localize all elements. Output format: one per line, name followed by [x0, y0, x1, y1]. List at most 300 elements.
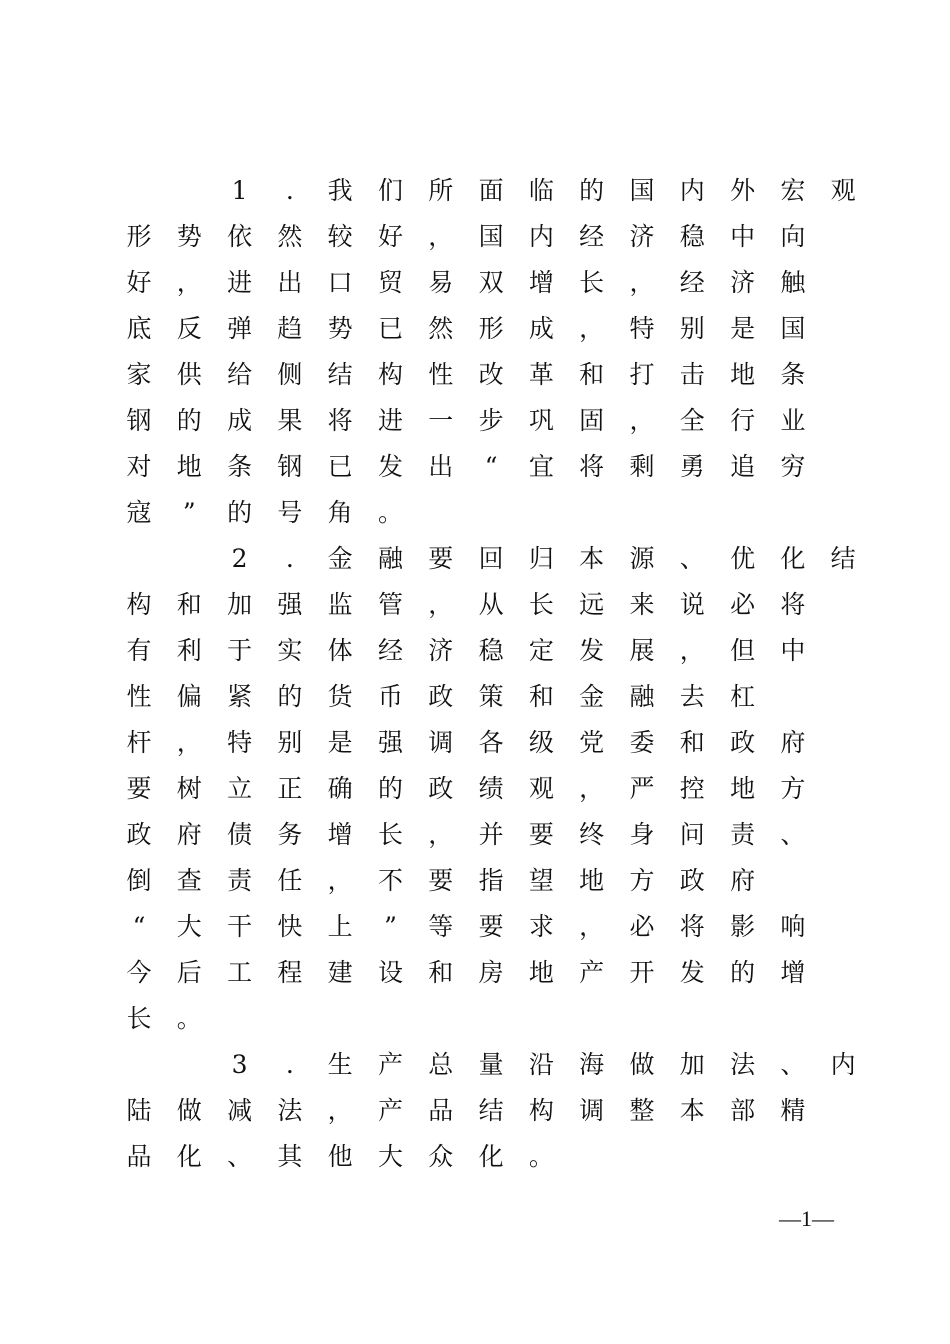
text-char: 定 [528, 636, 554, 665]
text-char: 发 [579, 636, 605, 665]
text-char: . [285, 1050, 294, 1079]
text-char: 责 [227, 866, 253, 895]
text-char: 政 [428, 682, 454, 711]
text-char: 勇 [679, 452, 705, 481]
text-char: 形 [126, 222, 152, 251]
text-char: 发 [679, 958, 705, 987]
text-char: 体 [327, 636, 353, 665]
text-char: 的 [176, 406, 202, 435]
text-char: 形 [478, 314, 504, 343]
text-char: 严 [629, 774, 655, 803]
text-char: 正 [277, 774, 303, 803]
text-char: 、 [780, 1050, 806, 1079]
text-char: 倒 [126, 866, 152, 895]
text-char: 方 [780, 774, 806, 803]
text-char: 所 [428, 176, 454, 205]
text-char: 好 [377, 222, 403, 251]
text-char: 供 [176, 360, 202, 389]
text-line [116, 582, 826, 628]
text-char: 要 [428, 544, 454, 573]
text-line [116, 904, 826, 950]
text-char: 地 [528, 958, 554, 987]
text-char: ， [579, 314, 605, 343]
text-char: 房 [478, 958, 504, 987]
text-char: ， [428, 590, 454, 619]
text-line [116, 352, 826, 398]
text-char: 别 [277, 728, 303, 757]
text-char: 产 [377, 1050, 403, 1079]
text-char: 果 [277, 406, 303, 435]
text-char: 结 [830, 544, 856, 573]
text-char: 口 [327, 268, 353, 297]
text-line [116, 260, 826, 306]
text-char: 经 [679, 268, 705, 297]
text-char: 的 [579, 176, 605, 205]
text-char: 2 [231, 544, 248, 573]
text-char: 济 [428, 636, 454, 665]
text-char: 要 [428, 866, 454, 895]
text-char: 干 [227, 912, 253, 941]
text-char: 构 [126, 590, 152, 619]
text-char: ， [679, 636, 705, 665]
text-char: 临 [528, 176, 554, 205]
text-char: 们 [377, 176, 403, 205]
text-char: 中 [730, 222, 756, 251]
text-char: 稳 [478, 636, 504, 665]
text-char: 和 [679, 728, 705, 757]
text-char: . [285, 544, 294, 573]
text-char: 长 [579, 268, 605, 297]
text-char: 外 [730, 176, 756, 205]
text-char: 级 [528, 728, 554, 757]
text-char: 和 [579, 360, 605, 389]
text-line [116, 536, 856, 582]
text-char: 和 [428, 958, 454, 987]
text-char: 经 [579, 222, 605, 251]
text-char: 性 [126, 682, 152, 711]
text-char: 。 [528, 1142, 554, 1171]
text-char: 宏 [780, 176, 806, 205]
text-char: 务 [277, 820, 303, 849]
text-char: 要 [478, 912, 504, 941]
text-char: 击 [679, 360, 705, 389]
text-char: 特 [227, 728, 253, 757]
text-char: 进 [377, 406, 403, 435]
text-char: 和 [176, 590, 202, 619]
text-char: ， [176, 728, 202, 757]
text-char: 各 [478, 728, 504, 757]
text-line [116, 398, 826, 444]
text-char: ， [428, 820, 454, 849]
text-char: 条 [780, 360, 806, 389]
text-char: 给 [227, 360, 253, 389]
text-char: 。 [176, 1004, 202, 1033]
text-line [116, 1088, 826, 1134]
text-line [116, 950, 826, 996]
text-char: 增 [780, 958, 806, 987]
text-char: 钢 [126, 406, 152, 435]
text-char: 势 [327, 314, 353, 343]
text-char: 控 [679, 774, 705, 803]
text-char: 、 [679, 544, 705, 573]
text-char: 源 [629, 544, 655, 573]
text-char: 指 [478, 866, 504, 895]
text-char: 快 [277, 912, 303, 941]
text-char: 结 [478, 1096, 504, 1125]
text-char: ， [428, 222, 454, 251]
text-char: 从 [478, 590, 504, 619]
text-char: 去 [679, 682, 705, 711]
text-char: 出 [428, 452, 454, 481]
text-char: 确 [327, 774, 353, 803]
text-char: 杆 [126, 728, 152, 757]
text-char: 我 [327, 176, 353, 205]
text-char: 角 [327, 498, 353, 527]
text-char: 地 [176, 452, 202, 481]
text-char: 中 [780, 636, 806, 665]
text-char: 国 [780, 314, 806, 343]
text-char: 调 [579, 1096, 605, 1125]
text-char: 化 [176, 1142, 202, 1171]
text-char: 一 [428, 406, 454, 435]
text-char: 观 [830, 176, 856, 205]
text-char: 加 [679, 1050, 705, 1079]
text-char: 固 [579, 406, 605, 435]
text-line [116, 766, 826, 812]
text-char: 穷 [780, 452, 806, 481]
text-char: 他 [327, 1142, 353, 1171]
text-char: 党 [579, 728, 605, 757]
text-char: 产 [579, 958, 605, 987]
text-char: 生 [327, 1050, 353, 1079]
text-char: ， [579, 774, 605, 803]
text-char: 归 [528, 544, 554, 573]
text-char: 强 [377, 728, 403, 757]
text-line [116, 1042, 856, 1088]
text-char: 委 [629, 728, 655, 757]
text-char: 陆 [126, 1096, 152, 1125]
text-char: 品 [126, 1142, 152, 1171]
text-char: 上 [327, 912, 353, 941]
text-char: 将 [327, 406, 353, 435]
text-char: 已 [377, 314, 403, 343]
text-char: 等 [428, 912, 454, 941]
text-char: 化 [478, 1142, 504, 1171]
text-char: 号 [277, 498, 303, 527]
text-char: 查 [176, 866, 202, 895]
text-char: 地 [730, 360, 756, 389]
text-char: 策 [478, 682, 504, 711]
text-char: 的 [227, 498, 253, 527]
text-char: 总 [428, 1050, 454, 1079]
text-char: 金 [579, 682, 605, 711]
text-char: 有 [126, 636, 152, 665]
text-line [116, 490, 826, 536]
text-char: ” [384, 912, 397, 941]
text-char: 地 [579, 866, 605, 895]
text-char: ， [176, 268, 202, 297]
text-line [116, 168, 856, 214]
text-char: 和 [528, 682, 554, 711]
text-char: 追 [730, 452, 756, 481]
text-char: 整 [629, 1096, 655, 1125]
text-char: 政 [679, 866, 705, 895]
text-line [116, 720, 826, 766]
text-char: 做 [176, 1096, 202, 1125]
text-char: 其 [277, 1142, 303, 1171]
text-char: 管 [377, 590, 403, 619]
text-char: 量 [478, 1050, 504, 1079]
text-char: 长 [528, 590, 554, 619]
text-char: 是 [327, 728, 353, 757]
text-char: 向 [780, 222, 806, 251]
text-char: 响 [780, 912, 806, 941]
text-char: 海 [579, 1050, 605, 1079]
text-char: 程 [277, 958, 303, 987]
text-char: 是 [730, 314, 756, 343]
text-char: 好 [126, 268, 152, 297]
text-char: 贸 [377, 268, 403, 297]
text-char: 的 [730, 958, 756, 987]
text-char: 宜 [528, 452, 554, 481]
text-char: 弹 [227, 314, 253, 343]
text-char: 步 [478, 406, 504, 435]
text-char: 业 [780, 406, 806, 435]
text-char: 终 [579, 820, 605, 849]
page-number: —1— [779, 1206, 834, 1231]
text-char: 别 [679, 314, 705, 343]
text-char: 内 [830, 1050, 856, 1079]
text-char: 反 [176, 314, 202, 343]
text-char: 品 [428, 1096, 454, 1125]
text-char: 触 [780, 268, 806, 297]
text-line [116, 674, 826, 720]
text-char: 观 [528, 774, 554, 803]
text-char: 然 [277, 222, 303, 251]
text-char: 精 [780, 1096, 806, 1125]
text-char: “ [484, 452, 498, 481]
text-char: 要 [528, 820, 554, 849]
text-line [116, 1134, 826, 1180]
text-char: 增 [528, 268, 554, 297]
text-char: 已 [327, 452, 353, 481]
text-char: 政 [730, 728, 756, 757]
text-char: 杠 [730, 682, 756, 711]
text-char: 加 [227, 590, 253, 619]
text-char: 来 [629, 590, 655, 619]
text-char: 内 [528, 222, 554, 251]
text-char: 融 [629, 682, 655, 711]
text-char: 望 [528, 866, 554, 895]
text-char: 监 [327, 590, 353, 619]
text-char: ， [327, 1096, 353, 1125]
text-char: 3 [231, 1050, 248, 1079]
text-char: 内 [679, 176, 705, 205]
text-char: 1 [231, 176, 248, 205]
text-char: 行 [730, 406, 756, 435]
text-char: 实 [277, 636, 303, 665]
text-char: 的 [377, 774, 403, 803]
text-char: 并 [478, 820, 504, 849]
text-char: 政 [428, 774, 454, 803]
text-line [116, 812, 826, 858]
text-char: 必 [730, 590, 756, 619]
text-char: 府 [780, 728, 806, 757]
text-char: 依 [227, 222, 253, 251]
text-char: 调 [428, 728, 454, 757]
text-char: 构 [528, 1096, 554, 1125]
text-char: 双 [478, 268, 504, 297]
text-char: 发 [377, 452, 403, 481]
text-char: 、 [780, 820, 806, 849]
text-char: ， [629, 406, 655, 435]
text-char: 产 [377, 1096, 403, 1125]
text-char: 立 [227, 774, 253, 803]
text-char: 特 [629, 314, 655, 343]
text-char: 树 [176, 774, 202, 803]
text-char: 偏 [176, 682, 202, 711]
text-char: 构 [377, 360, 403, 389]
text-char: 长 [377, 820, 403, 849]
text-char: 紧 [227, 682, 253, 711]
text-char: 寇 [126, 498, 152, 527]
text-char: 家 [126, 360, 152, 389]
text-char: 成 [528, 314, 554, 343]
text-char: ” [182, 498, 196, 527]
text-char: 不 [377, 866, 403, 895]
text-char: 问 [679, 820, 705, 849]
text-char: 较 [327, 222, 353, 251]
text-char: 结 [327, 360, 353, 389]
text-char: 身 [629, 820, 655, 849]
text-line [116, 306, 826, 352]
text-char: 部 [730, 1096, 756, 1125]
text-char: 要 [126, 774, 152, 803]
text-char: 底 [126, 314, 152, 343]
text-char: 趋 [277, 314, 303, 343]
text-char: 势 [176, 222, 202, 251]
text-char: 进 [227, 268, 253, 297]
text-char: “ [132, 912, 146, 941]
text-char: 大 [176, 912, 202, 941]
text-char: 将 [780, 590, 806, 619]
text-char: 远 [579, 590, 605, 619]
text-char: 今 [126, 958, 152, 987]
text-char: 说 [679, 590, 705, 619]
text-char: 增 [327, 820, 353, 849]
text-char: 长 [126, 1004, 152, 1033]
text-char: 府 [730, 866, 756, 895]
text-char: 沿 [528, 1050, 554, 1079]
text-char: 本 [579, 544, 605, 573]
text-char: 开 [629, 958, 655, 987]
text-char: ， [629, 268, 655, 297]
text-char: 减 [227, 1096, 253, 1125]
text-char: 回 [478, 544, 504, 573]
text-char: 对 [126, 452, 152, 481]
text-char: 易 [428, 268, 454, 297]
text-char: 任 [277, 866, 303, 895]
text-char: 影 [730, 912, 756, 941]
text-char: 于 [227, 636, 253, 665]
text-line [116, 996, 826, 1042]
text-char: 将 [679, 912, 705, 941]
text-char: 化 [780, 544, 806, 573]
text-char: 工 [227, 958, 253, 987]
text-char: 债 [227, 820, 253, 849]
text-char: ， [579, 912, 605, 941]
text-char: 地 [730, 774, 756, 803]
text-char: 责 [730, 820, 756, 849]
text-char: 优 [730, 544, 756, 573]
text-char: 的 [277, 682, 303, 711]
text-char: 政 [126, 820, 152, 849]
text-char: 币 [377, 682, 403, 711]
text-char: 巩 [528, 406, 554, 435]
text-char: 济 [629, 222, 655, 251]
text-char: 将 [579, 452, 605, 481]
text-char: 济 [730, 268, 756, 297]
text-char: 方 [629, 866, 655, 895]
text-char: 剩 [629, 452, 655, 481]
text-line [116, 628, 826, 674]
text-char: 本 [679, 1096, 705, 1125]
text-char: 设 [377, 958, 403, 987]
text-char: 。 [377, 498, 403, 527]
text-char: 货 [327, 682, 353, 711]
text-char: 融 [377, 544, 403, 573]
text-char: 府 [176, 820, 202, 849]
text-char: 国 [478, 222, 504, 251]
text-line [116, 444, 826, 490]
text-char: 金 [327, 544, 353, 573]
text-char: 打 [629, 360, 655, 389]
text-char: 出 [277, 268, 303, 297]
text-char: 建 [327, 958, 353, 987]
text-char: 法 [730, 1050, 756, 1079]
text-char: 钢 [277, 452, 303, 481]
text-char: 强 [277, 590, 303, 619]
text-char: 众 [428, 1142, 454, 1171]
text-char: 性 [428, 360, 454, 389]
text-char: 条 [227, 452, 253, 481]
text-char: 大 [377, 1142, 403, 1171]
text-char: 求 [528, 912, 554, 941]
text-char: 、 [227, 1142, 253, 1171]
text-char: 做 [629, 1050, 655, 1079]
text-char: 绩 [478, 774, 504, 803]
text-line [116, 858, 826, 904]
text-char: 法 [277, 1096, 303, 1125]
text-char: 面 [478, 176, 504, 205]
text-char: ， [327, 866, 353, 895]
text-char: 后 [176, 958, 202, 987]
text-char: 国 [629, 176, 655, 205]
text-char: 改 [478, 360, 504, 389]
text-char: 利 [176, 636, 202, 665]
text-char: 经 [377, 636, 403, 665]
text-char: 成 [227, 406, 253, 435]
text-char: 展 [629, 636, 655, 665]
text-char: 全 [679, 406, 705, 435]
text-char: 革 [528, 360, 554, 389]
text-char: 但 [730, 636, 756, 665]
text-line [116, 214, 826, 260]
text-char: . [285, 176, 294, 205]
text-char: 稳 [679, 222, 705, 251]
text-char: 必 [629, 912, 655, 941]
text-char: 侧 [277, 360, 303, 389]
